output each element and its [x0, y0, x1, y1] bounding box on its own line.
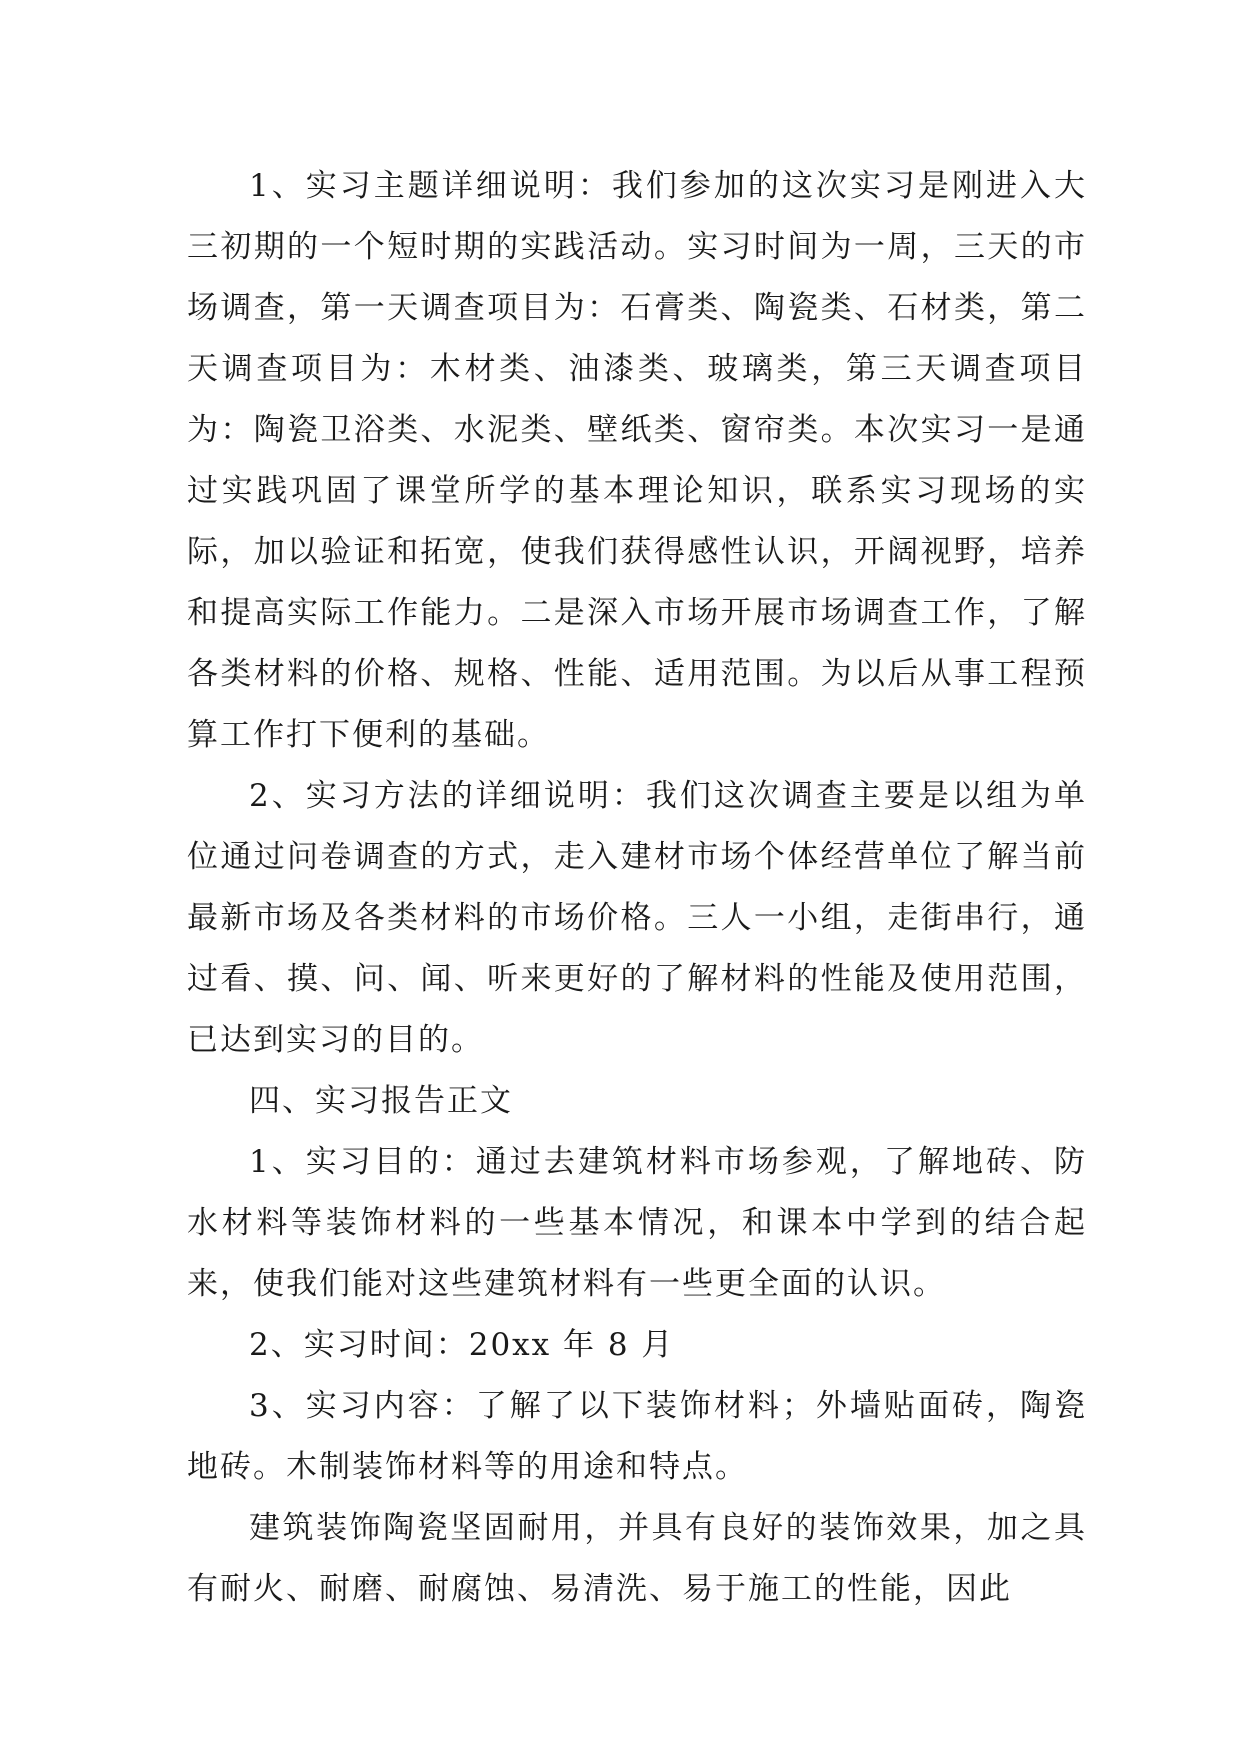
document-body [187, 156, 1087, 1620]
paragraph-method-description: 2、实习方法的详细说明：我们这次调查主要是以组为单位通过问卷调查的方式，走入建材市场个体经营单位了解当前最新市场及各类材料的市场价格。三人一小组，走街串行，通过看、摸、问、闻、听来更好的了解材料的性能及使用范围，已达到实习的目的。 [187, 778, 1087, 1058]
paragraph-theme-description: 1、实习主题详细说明：我们参加的这次实习是刚进入大三初期的一个短时期的实践活动。实习时间为一周，三天的市场调查，第一天调查项目为：石膏类、陶瓷类、石材类，第二天调查项目为：木材类、油漆类、玻璃类，第三天调查项目为：陶瓷卫浴类、水泥类、壁纸类、窗帘类。本次实习一是通过实践巩固了课堂所学的基本理论知识，联系实习现场的实际，加以验证和拓宽，使我们获得感性认识，开阔视野，培养和提高实际工作能力。二是深入市场开展市场调查工作，了解各类材料的价格、规格、性能、适用范围。为以后从事工程预算工作打下便利的基础。 [187, 168, 1087, 753]
section-heading: 四、实习报告正文 [249, 1083, 513, 1119]
paragraph-purpose: 1、实习目的：通过去建筑材料市场参观，了解地砖、防水材料等装饰材料的一些基本情况，和课本中学到的结合起来，使我们能对这些建筑材料有一些更全面的认识。 [187, 1144, 1087, 1302]
paragraph-time: 2、实习时间：20xx 年 8 月 [249, 1327, 675, 1363]
paragraph-content: 3、实习内容：了解了以下装饰材料；外墙贴面砖，陶瓷地砖。木制装饰材料等的用途和特点。 [187, 1388, 1087, 1485]
paragraph-ceramics: 建筑装饰陶瓷坚固耐用，并具有良好的装饰效果，加之具有耐火、耐磨、耐腐蚀、易清洗、易于施工的性能，因此 [187, 1510, 1087, 1607]
